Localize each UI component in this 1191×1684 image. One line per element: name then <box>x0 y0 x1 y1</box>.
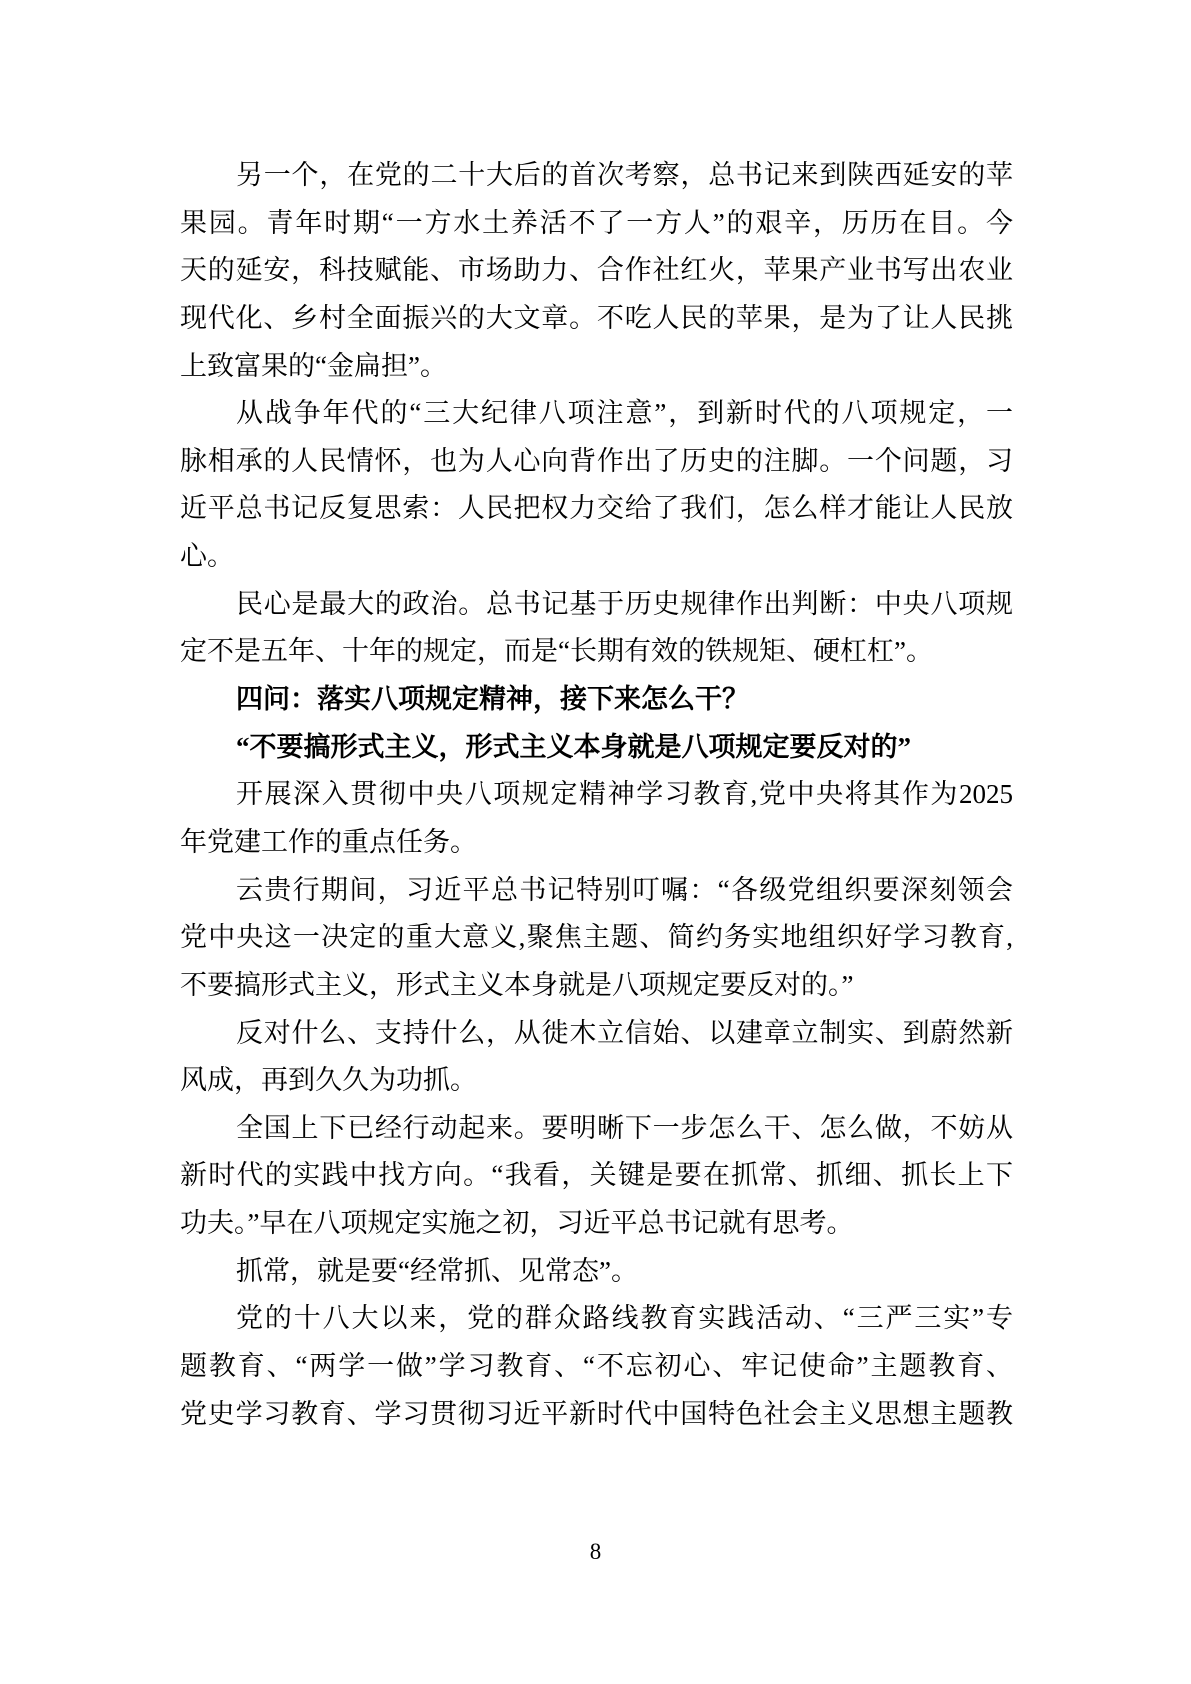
text-line: 定不是五年、十年的规定，而是“长期有效的铁规矩、硬杠杠”。 <box>180 636 933 667</box>
text-block <box>180 152 1013 1438</box>
text-line: 不要搞形式主义，形式主义本身就是八项规定要反对的。” <box>180 969 854 1000</box>
text-line: 心。 <box>180 541 234 572</box>
text-line: 功夫。”早在八项规定实施之初，习近平总书记就有思考。 <box>180 1208 854 1239</box>
text-line: 新时代的实践中找方向。“我看，关键是要在抓常、抓细、抓长上下 <box>180 1160 1013 1191</box>
text-line: 民心是最大的政治。总书记基于历史规律作出判断：中央八项规 <box>236 588 1013 619</box>
text-line: 党中央这一决定的重大意义,聚焦主题、简约务实地组织好学习教育, <box>180 922 1013 953</box>
heading-line: “不要搞形式主义，形式主义本身就是八项规定要反对的” <box>236 731 911 762</box>
text-line: 全国上下已经行动起来。要明晰下一步怎么干、怎么做，不妨从 <box>236 1112 1013 1143</box>
text-line: 从战争年代的“三大纪律八项注意”，到新时代的八项规定，一 <box>236 398 1013 429</box>
text-line: 另一个，在党的二十大后的首次考察，总书记来到陕西延安的苹 <box>236 160 1013 190</box>
text-line: 近平总书记反复思索：人民把权力交给了我们，怎么样才能让人民放 <box>180 493 1013 524</box>
text-line: 风成，再到久久为功抓。 <box>180 1065 477 1096</box>
text-line: 抓常，就是要“经常抓、见常态”。 <box>236 1255 638 1286</box>
page-number: 8 <box>589 1539 602 1564</box>
text-line: 果园。青年时期“一方水土养活不了一方人”的艰辛，历历在目。今 <box>180 207 1013 238</box>
text-line: 年党建工作的重点任务。 <box>180 826 477 857</box>
text-line: 题教育、“两学一做”学习教育、“不忘初心、牢记使命”主题教育、 <box>180 1351 1013 1382</box>
text-line: 天的延安，科技赋能、市场助力、合作社红火，苹果产业书写出农业 <box>180 255 1013 286</box>
text-line: 反对什么、支持什么，从徙木立信始、以建章立制实、到蔚然新 <box>236 1017 1013 1048</box>
text-line: 开展深入贯彻中央八项规定精神学习教育,党中央将其作为2025 <box>236 779 1013 810</box>
text-line: 现代化、乡村全面振兴的大文章。不吃人民的苹果，是为了让人民挑 <box>180 302 1013 333</box>
text-line: 上致富果的“金扁担”。 <box>180 350 447 381</box>
text-line: 脉相承的人民情怀，也为人心向背作出了历史的注脚。一个问题，习 <box>180 445 1013 476</box>
text-line: 云贵行期间，习近平总书记特别叮嘱：“各级党组织要深刻领会 <box>236 874 1013 905</box>
text-line: 党史学习教育、学习贯彻习近平新时代中国特色社会主义思想主题教 <box>180 1398 1013 1429</box>
heading-line: 四问：落实八项规定精神，接下来怎么干？ <box>236 684 749 715</box>
text-line: 党的十八大以来，党的群众路线教育实践活动、“三严三实”专 <box>236 1303 1013 1334</box>
